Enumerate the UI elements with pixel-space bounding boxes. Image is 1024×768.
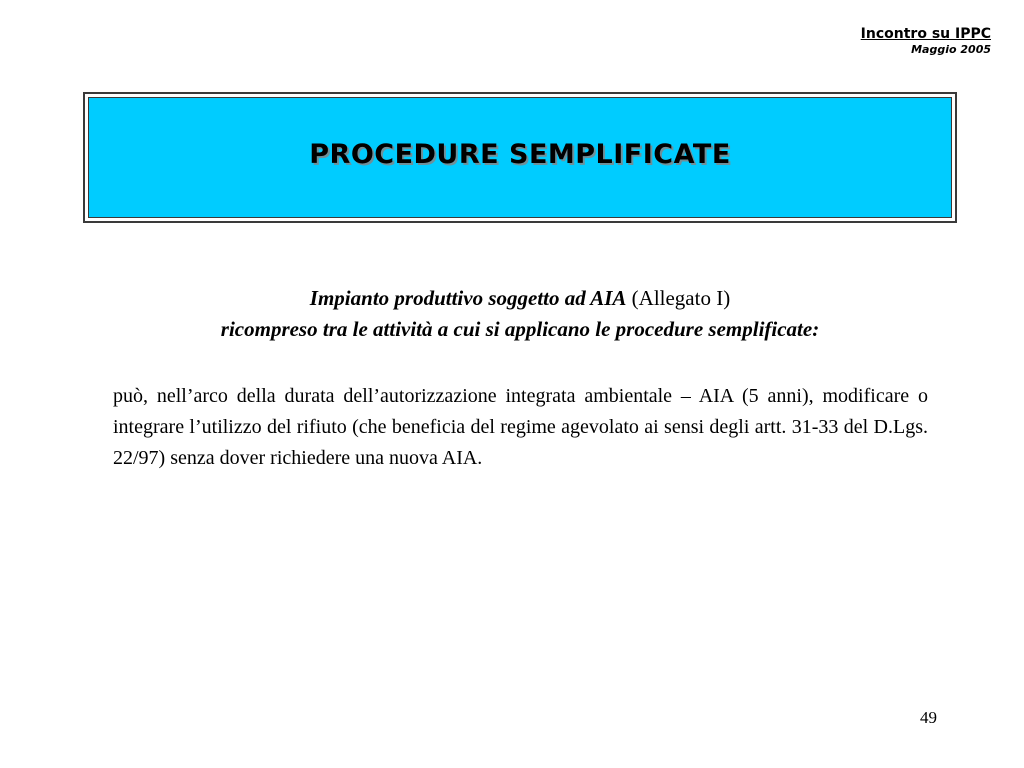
intro-line-1 — [100, 283, 940, 314]
header-title: Incontro su IPPC — [860, 26, 991, 42]
intro-line-1-emphasis: Impianto produttivo soggetto ad AIA — [309, 286, 627, 310]
title-frame — [83, 92, 957, 223]
page-number: 49 — [920, 708, 937, 727]
intro-paragraph — [100, 283, 940, 345]
intro-line-1-reference: (Allegato I) — [626, 286, 731, 310]
slide-header — [861, 26, 991, 57]
body-paragraph: può, nell’arco della durata dell’autorizzazione integrata ambientale – AIA (5 anni), modificare o integrare l’utilizzo del rifiuto (che beneficia del regime agevolato ai sensi degli artt. 31-33 del D.Lgs. 22/97) senza dover richiedere una nuova AIA. — [113, 385, 928, 469]
header-date: Maggio 2005 — [911, 43, 991, 56]
slide-title: PROCEDURE SEMPLIFICATE — [309, 139, 731, 170]
intro-line-2: ricompreso tra le attività a cui si applicano le procedure semplificate: — [220, 317, 820, 341]
title-box — [88, 97, 952, 218]
